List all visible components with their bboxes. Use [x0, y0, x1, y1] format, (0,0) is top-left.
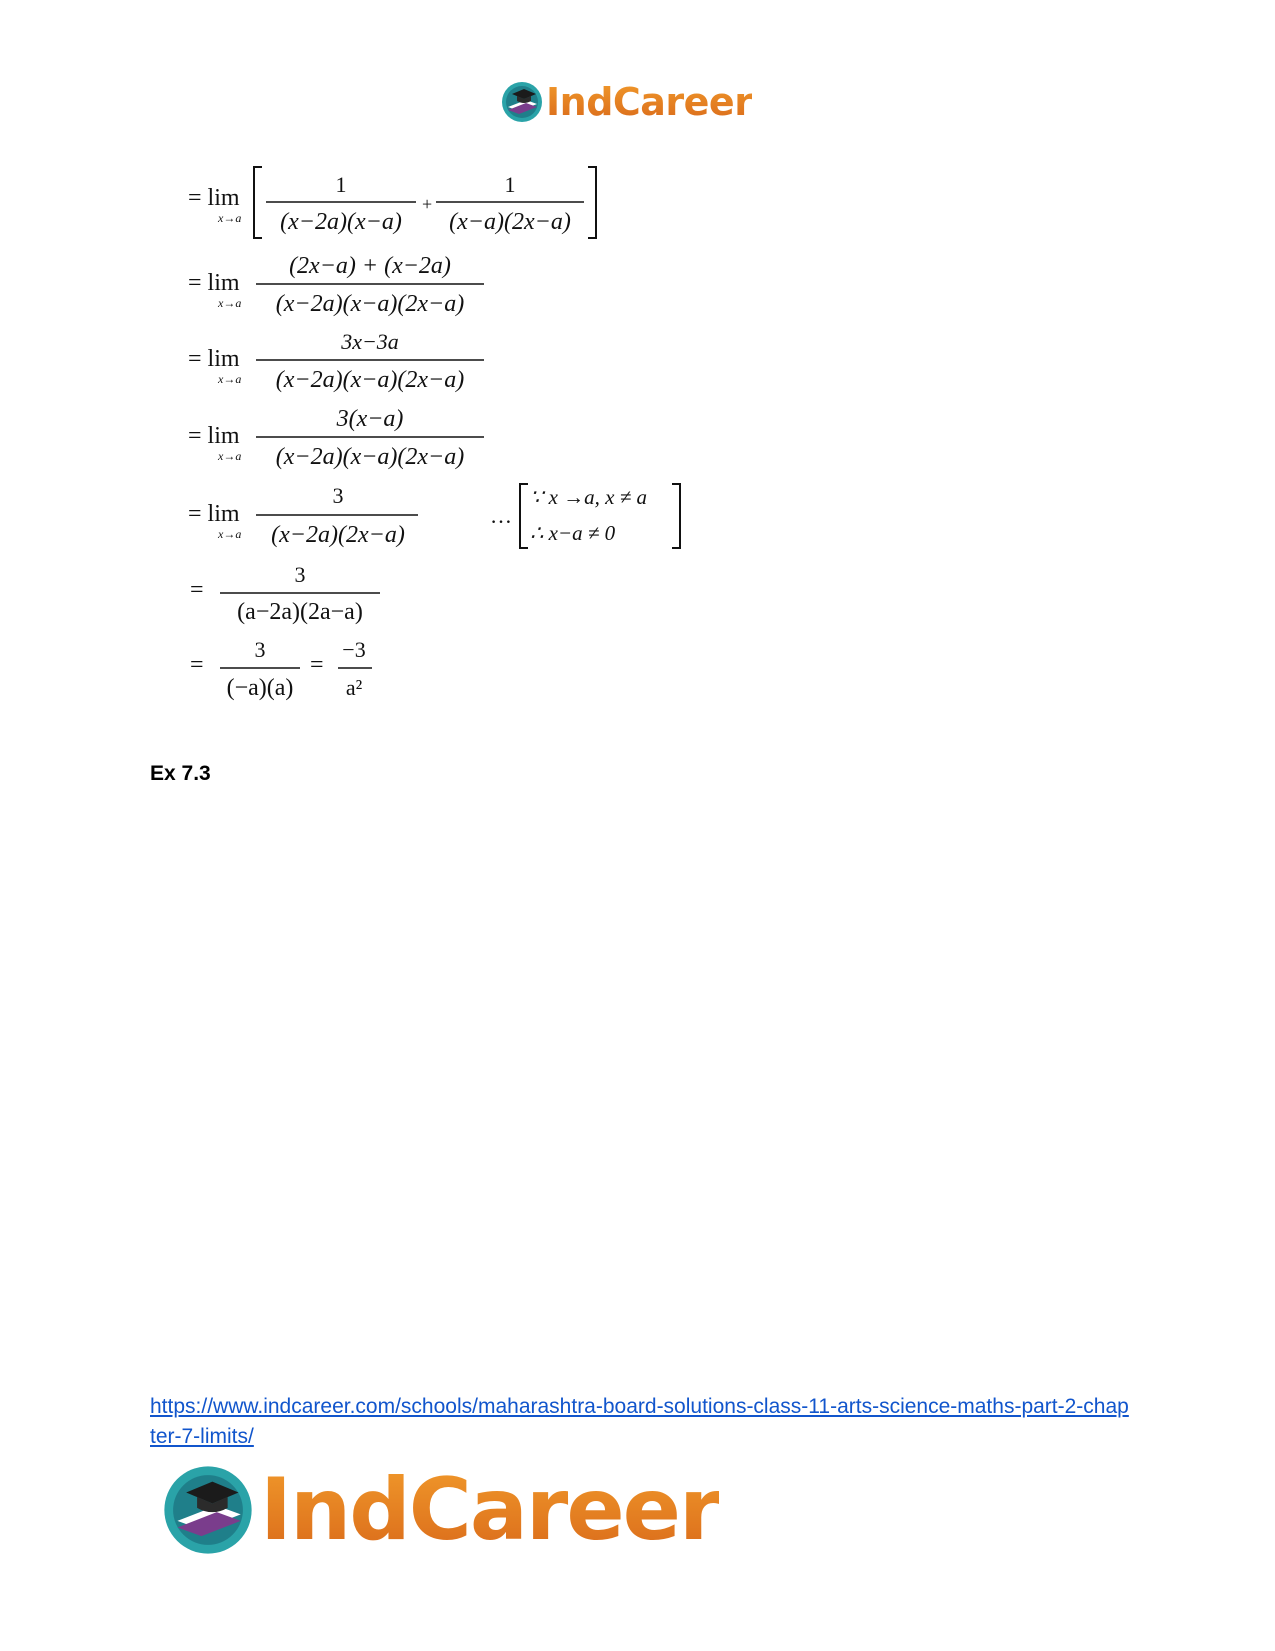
graduation-book-icon	[160, 1462, 256, 1558]
fraction-numerator: 3x−3a	[341, 329, 399, 354]
step-3	[188, 329, 484, 393]
result-numerator: −3	[342, 637, 366, 662]
fraction-denominator: (x−2a)(x−a)(2x−a)	[275, 367, 465, 393]
fraction-denominator: (x−2a)(x−a)(2x−a)	[275, 291, 465, 317]
step-prefix: = lim	[188, 423, 240, 449]
fraction-numerator: 3	[294, 562, 306, 587]
limit-subscript: x→a	[218, 296, 242, 310]
step-5	[188, 483, 680, 548]
step-7	[190, 637, 372, 701]
fraction-numerator: (2x−a) + (x−2a)	[289, 253, 451, 279]
reason-line-1: ∵ x →a, x ≠ a	[530, 485, 648, 509]
limit-subscript: x→a	[218, 372, 242, 386]
step-prefix: = lim	[188, 346, 240, 372]
step-4	[188, 406, 484, 470]
fraction-numerator: 3	[332, 483, 344, 508]
step-prefix: = lim	[188, 270, 240, 296]
exercise-heading: Ex 7.3	[150, 762, 211, 785]
fraction-denominator: (a−2a)(2a−a)	[237, 599, 363, 625]
fraction-denominator: (−a)(a)	[226, 675, 294, 701]
limit-subscript: x→a	[218, 449, 242, 463]
limit-subscript: x→a	[218, 211, 242, 225]
fraction-numerator: 1	[504, 172, 516, 197]
footer-logo	[160, 1460, 719, 1560]
step-1	[188, 167, 596, 238]
result-denominator: a²	[345, 675, 363, 700]
fraction-denominator: (x−a)(2x−a)	[449, 209, 571, 235]
limit-subscript: x→a	[218, 527, 242, 541]
brand-name: IndCareer	[260, 1460, 720, 1560]
fraction-numerator: 1	[335, 172, 347, 197]
brand-name: IndCareer	[546, 80, 753, 124]
fraction-numerator: 3	[254, 637, 266, 662]
step-prefix: = lim	[188, 501, 240, 527]
step-6	[190, 562, 380, 625]
equals-sign: =	[310, 652, 324, 678]
plus-sign: +	[422, 194, 433, 214]
fraction-denominator: (x−2a)(x−a)	[280, 209, 402, 235]
step-prefix: =	[190, 577, 204, 603]
step-prefix: =	[190, 652, 204, 678]
step-2	[188, 253, 484, 317]
fraction-numerator: 3(x−a)	[336, 406, 404, 432]
reason-line-2: ∴ x−a ≠ 0	[530, 521, 616, 545]
source-url-link[interactable]: https://www.indcareer.com/schools/maharashtra-board-solutions-class-11-arts-science-maths-part-2-chapter-7-limits/	[150, 1395, 1129, 1448]
fraction-denominator: (x−2a)(x−a)(2x−a)	[275, 444, 465, 470]
solution-equations	[0, 0, 1275, 720]
step-prefix: = lim	[188, 185, 240, 211]
ellipsis: …	[490, 503, 512, 528]
fraction-denominator: (x−2a)(2x−a)	[271, 522, 405, 548]
